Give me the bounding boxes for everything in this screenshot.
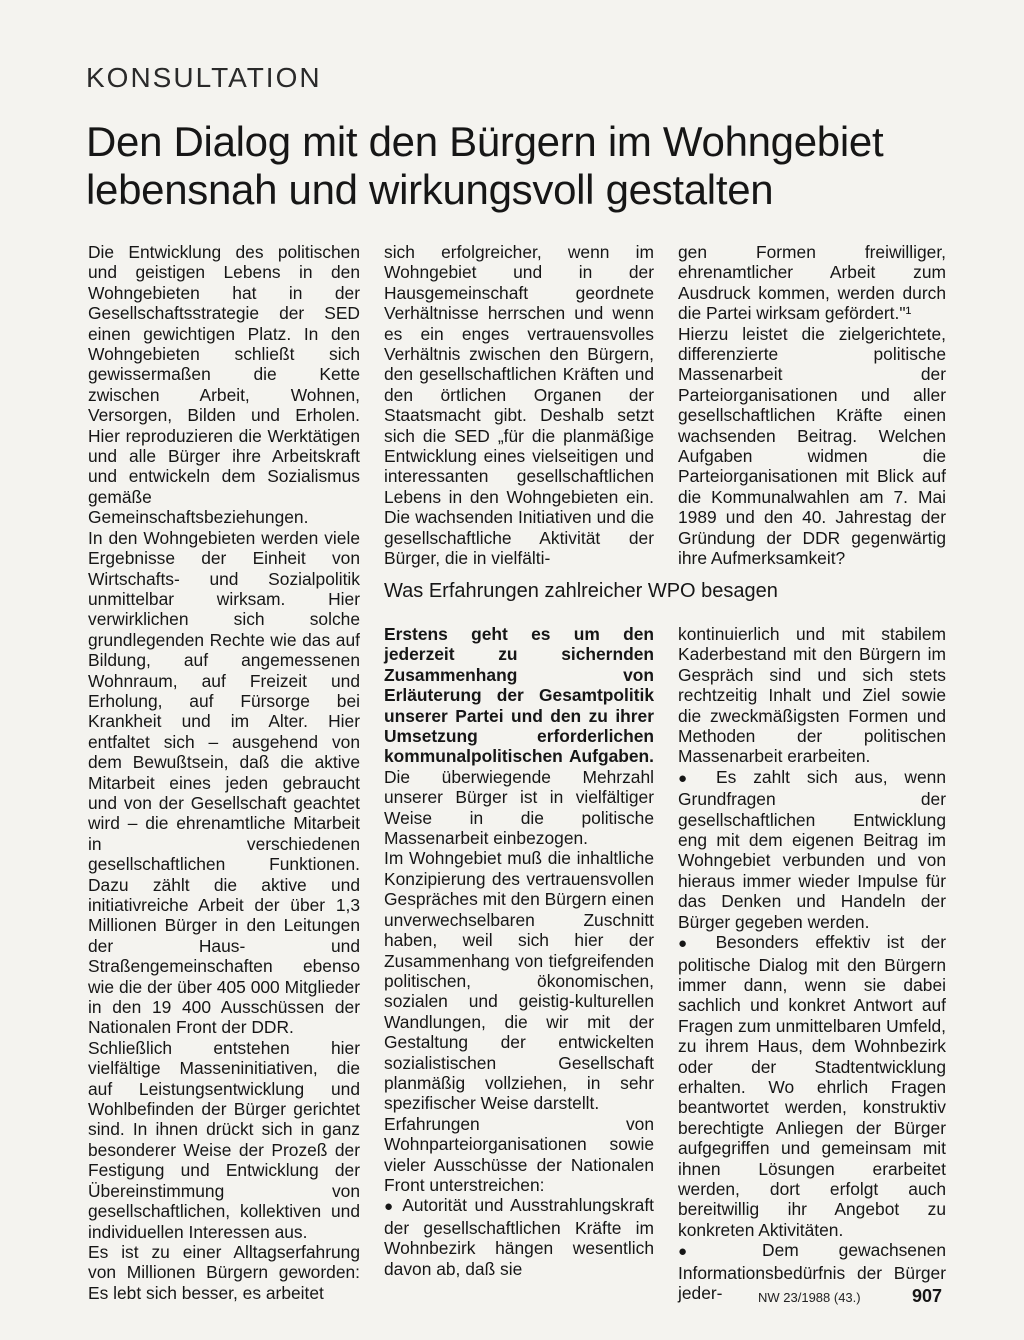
column-4 [384, 624, 654, 1279]
paragraph: Hierzu leistet die zielgerichtete, differenzierte politische Massenarbeit der Parteiorganisationen und aller gesellschaftlichen Kräfte einen wachsenden Beitrag. Welchen Aufgaben widmen die Parteiorganisationen mit Blick auf die Kommunalwahlen am 7. Mai 1989 und den 40. Jahrestag der Gründung der DDR gegenwärtig ihre Aufmerksamkeit? [678, 323, 946, 569]
paragraph: gen Formen freiwilliger, ehrenamtlicher Arbeit zum Ausdruck kommen, werden durch die Partei wirksam gefördert."¹ [678, 242, 946, 324]
column-2 [384, 242, 654, 569]
headline: Den Dialog mit den Bürgern im Wohngebiet lebensnah und wirkungsvoll gestalten [86, 118, 884, 213]
paragraph: sich erfolgreicher, wenn im Wohngebiet und in der Hausgemeinschaft geordnete Verhältnisse herrschen und wenn es ein enges vertrauensvolles Verhältnis zwischen den Bürgern, den gesellschaftlichen Kräften und den örtlichen Organen der Staatsmacht gibt. Deshalb setzt sich die SED „für die planmäßige Entwicklung eines vielseitigen und interessanten gesellschaftlichen Lebens in den Wohngebieten ein. Die wachsenden Initiativen und die gesellschaftliche Aktivität der Bürger, die in vielfälti- [384, 242, 654, 569]
bullet-text: Es zahlt sich aus, wenn Grundfragen der gesellschaftlichen Entwicklung eng mit dem eigenen Beitrag im Wohngebiet verbunden und von hieraus immer wieder Impulse für das Denken und Handeln der Bürger gegeben werden. [678, 766, 946, 932]
bullet-paragraph [384, 1195, 654, 1279]
paragraph: Schließlich entstehen hier vielfältige Masseninitiativen, die auf Leistungsentwicklung und Wohlbefinden der Bürger gerichtet sind. In ihnen drückt sich in ganz besonderer Weise der Prozeß der Festigung und Entwicklung der Übereinstimmung von gesellschaftlichen, kollektiven und individuellen Interessen aus. [88, 1037, 360, 1242]
bullet-icon: ● [678, 935, 699, 953]
bullet-icon: ● [384, 1198, 396, 1216]
column-1 [88, 242, 360, 1303]
bullet-paragraph [678, 932, 946, 1240]
page-number: 907 [912, 1286, 943, 1306]
column-3 [678, 242, 946, 569]
paragraph: Im Wohngebiet muß die inhaltliche Konzipierung des vertrauensvollen Gespräches mit den Bürgern einen unverwechselbaren Zuschnitt haben, weil sich hier der Zusammenhang von tiefgreifenden politischen, ökonomischen, sozialen und geistig-kulturellen Wandlungen, die wir mit der Gestaltung der entwickelten sozialistischen Gesellschaft planmäßig vollziehen, in sehr spezifischer Weise darstellt. [384, 848, 654, 1114]
paragraph: In den Wohngebieten werden viele Ergebnisse der Einheit von Wirtschafts- und Sozialpolitik unmittelbar wirksam. Hier verwirklichen sich solche grundlegenden Rechte wie das auf Bildung, auf angemessenen Wohnraum, auf Freizeit und Erholung, auf Fürsorge bei Krankheit und im Alter. Hier entfaltet sich – ausgehend von dem Bewußtsein, daß die aktive Mitarbeit eines jeden gebraucht und von der Gesellschaft geachtet wird – die ehrenamtliche Mitarbeit in verschiedenen gesellschaftlichen Funktionen. Dazu zählt die aktive und initiativreiche Arbeit der über 1,3 Millionen Bürger in den Leitungen der Haus- und Straßengemeinschaften ebenso wie die der über 405 000 Mitglieder in den 19 400 Ausschüssen der Nationalen Front der DDR. [88, 527, 360, 1038]
bullet-text: Dem gewachsenen Informationsbedürfnis der Bürger jeder- [678, 1240, 946, 1303]
lead-bold-text: Erstens geht es um den jederzeit zu sichernden Zusammenhang von Erläuterung der Gesamtpolitik unserer Partei und den zu ihrer Umsetzung erforderlichen kommunalpolitischen Aufgaben. [384, 624, 654, 767]
issue-footer: NW 23/1988 (43.) [758, 1290, 861, 1305]
bullet-text: Besonders effektiv ist der politische Dialog mit den Bürgern immer dann, wenn sie dabei sachlich und konkret Antwort auf Fragen zum unmittelbaren Umfeld, zu ihrem Haus, dem Wohnbezirk oder der Stadtentwicklung erhalten. Wo ehrlich Fragen beantwortet werden, konstruktiv berechtigte Anliegen der Bürger aufgegriffen und gemeinsam mit ihnen Lösungen erarbeitet werden, dort erfolgt auch bereitwillig ihr Angebot zu konkreten Aktivitäten. [678, 932, 946, 1240]
subheading: Was Erfahrungen zahlreicher WPO besagen [384, 580, 778, 602]
paragraph: kontinuierlich und mit stabilem Kaderbestand mit den Bürgern im Gespräch sind und sich stets rechtzeitig Inhalt und Ziel sowie die zweckmäßigsten Formen und Methoden der politischen Massenarbeit erarbeiten. [678, 624, 946, 767]
paragraph [384, 624, 654, 848]
paragraph: Erfahrungen von Wohnparteiorganisationen sowie vieler Ausschüsse der Nationalen Front unterstreichen: [384, 1113, 654, 1195]
paragraph: Die Entwicklung des politischen und geistigen Lebens in den Wohngebieten hat in der Gesellschaftsstrategie der SED einen gewichtigen Platz. In den Wohngebieten schließt sich gewissermaßen die Kette zwischen Arbeit, Wohnen, Versorgen, Bilden und Erholen. Hier reproduzieren die Werktätigen und alle Bürger ihre Arbeitskraft und entwickeln dem Sozialismus gemäße Gemeinschaftsbeziehungen. [88, 242, 360, 528]
bullet-icon: ● [678, 769, 700, 787]
bullet-text: Autorität und Ausstrahlungskraft der gesellschaftlichen Kräfte im Wohnbezirk hängen wesentlich davon ab, daß sie [384, 1195, 655, 1279]
section-label: KONSULTATION [86, 62, 322, 93]
bullet-paragraph [678, 767, 946, 932]
bullet-icon: ● [678, 1243, 723, 1261]
paragraph-rest: Die überwiegende Mehrzahl unserer Bürger ist in vielfältiger Weise in die politische Massenarbeit einbezogen. [384, 766, 654, 849]
paragraph: Es ist zu einer Alltagserfahrung von Millionen Bürgern geworden: Es lebt sich besser, es arbeitet [88, 1241, 360, 1303]
column-5 [678, 624, 946, 1303]
